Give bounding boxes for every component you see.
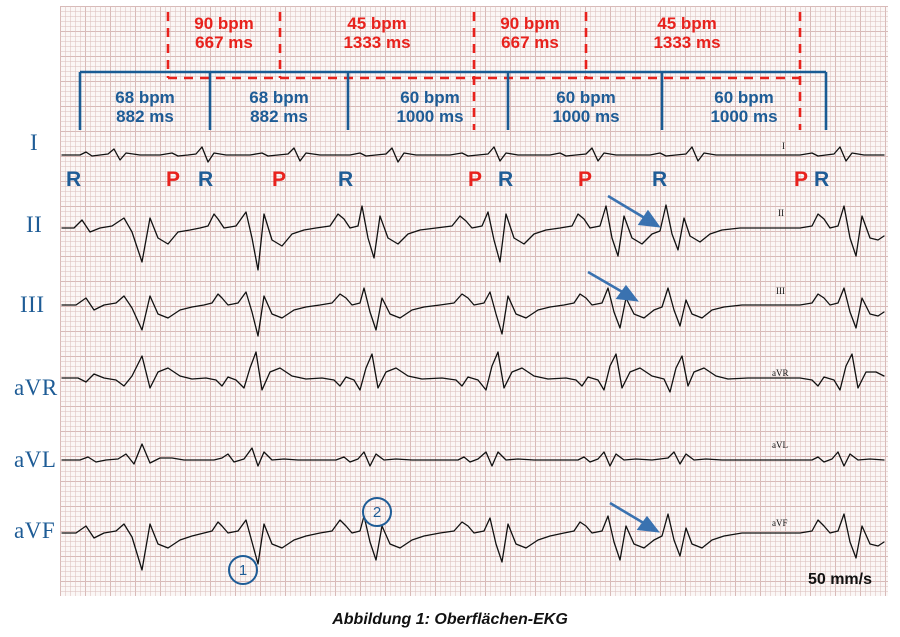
inline-lead-label-III: III <box>776 286 785 296</box>
lead-label-I: I <box>30 130 39 155</box>
trace-lead-aVR <box>62 352 884 392</box>
inline-lead-label-I: I <box>782 141 785 151</box>
inline-lead-label-aVL: aVL <box>772 440 788 450</box>
callout-2: 2 <box>362 497 392 527</box>
red-interval-1: 90 bpm 667 ms <box>194 14 254 52</box>
blue-interval-1: 68 bpm 882 ms <box>115 88 175 126</box>
arrow-lead-II <box>608 196 658 226</box>
lead-label-II: II <box>26 212 43 237</box>
wave-marker-2: P <box>166 168 181 191</box>
red-interval-2: 45 bpm 1333 ms <box>343 14 411 52</box>
trace-lead-I <box>62 147 884 162</box>
wave-marker-5: R <box>338 168 354 191</box>
trace-lead-aVF <box>62 514 884 570</box>
inline-lead-label-II: II <box>778 208 784 218</box>
blue-interval-2: 68 bpm 882 ms <box>249 88 309 126</box>
inline-lead-label-aVF: aVF <box>772 518 788 528</box>
trace-lead-aVL <box>62 444 884 466</box>
trace-lead-III <box>62 288 884 336</box>
wave-marker-1: R <box>66 168 82 191</box>
lead-label-III: III <box>20 292 45 317</box>
wave-marker-11: R <box>814 168 830 191</box>
inline-lead-label-aVR: aVR <box>772 368 789 378</box>
trace-lead-II <box>62 205 884 270</box>
lead-label-aVL: aVL <box>14 447 57 472</box>
wave-marker-8: P <box>578 168 593 191</box>
lead-label-aVF: aVF <box>14 518 56 543</box>
blue-interval-5: 60 bpm 1000 ms <box>710 88 778 126</box>
figure-caption: Abbildung 1: Oberflächen-EKG <box>332 611 568 628</box>
wave-marker-9: R <box>652 168 668 191</box>
wave-marker-7: R <box>498 168 514 191</box>
red-interval-4: 45 bpm 1333 ms <box>653 14 721 52</box>
wave-marker-10: P <box>794 168 809 191</box>
paper-speed-label: 50 mm/s <box>807 571 872 588</box>
callout-1: 1 <box>228 555 258 585</box>
arrow-lead-III <box>588 272 636 300</box>
wave-marker-3: R <box>198 168 214 191</box>
wave-marker-6: P <box>468 168 483 191</box>
blue-interval-4: 60 bpm 1000 ms <box>552 88 620 126</box>
blue-interval-3: 60 bpm 1000 ms <box>396 88 464 126</box>
wave-marker-4: P <box>272 168 287 191</box>
red-interval-3: 90 bpm 667 ms <box>500 14 560 52</box>
lead-label-aVR: aVR <box>14 375 58 400</box>
arrow-lead-aVF <box>610 503 657 531</box>
